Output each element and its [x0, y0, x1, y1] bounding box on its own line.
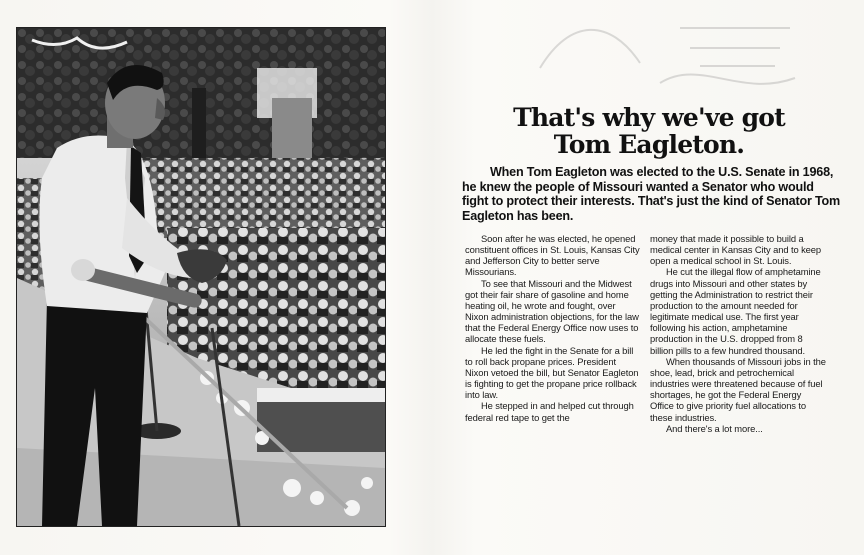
closing-line: And there's a lot more... — [666, 422, 763, 434]
body-paragraph: Soon after he was elected, he opened constituent offices in St. Louis, Kansas City and Jefferson City to better serve Missourians. — [465, 233, 640, 278]
body-paragraph-continued: money that made it possible to build a medical center in Kansas City and to keep open a medical school in St. Louis. — [650, 233, 821, 267]
intro-paragraph: When Tom Eagleton was elected to the U.S. Senate in 1968, he knew the people of Missouri wanted a Senator who would fight to protect their interests. That's just the kind of Senator Tom Eagleton has been. — [462, 165, 840, 223]
body-paragraph: He stepped in and helped cut through federal red tape to get the — [465, 400, 634, 423]
body-paragraph: To see that Missouri and the Midwest got their fair share of gasoline and home heating oil, he wrote and fought, over Nixon administration objections, for the law that the Federal Energy Office now uses to allocate these fuels. — [465, 277, 639, 345]
rally-photo-icon — [17, 28, 385, 526]
headline-line-2: Tom Eagleton. — [553, 130, 745, 159]
bleed-through-marks — [530, 8, 800, 98]
body-paragraph: He cut the illegal flow of amphetamine drugs into Missouri and other states by getting the Administration to restrict their production to the amount needed for legitimate medical use. The first year following his action, amphetamine production in the U.S. dropped from 8 billion pills to a few hundred thousand. — [650, 266, 821, 356]
body-paragraph: When thousands of Missouri jobs in the shoe, lead, brick and petrochemical industries were threatened because of fuel shortages, he got the Federal Energy Office to give priority fuel allocations to these industries. — [650, 355, 826, 423]
body-column-right — [650, 233, 826, 434]
body-paragraph: He led the fight in the Senate for a bill to roll back propane prices. President Nixon vetoed the bill, but Senator Eagleton is fighting to get the propane price rollback into law. — [465, 344, 639, 401]
body-column-left — [465, 233, 641, 423]
headline — [470, 104, 828, 158]
rally-photo — [17, 28, 385, 526]
headline-line-1: That's why we've got — [513, 103, 785, 132]
